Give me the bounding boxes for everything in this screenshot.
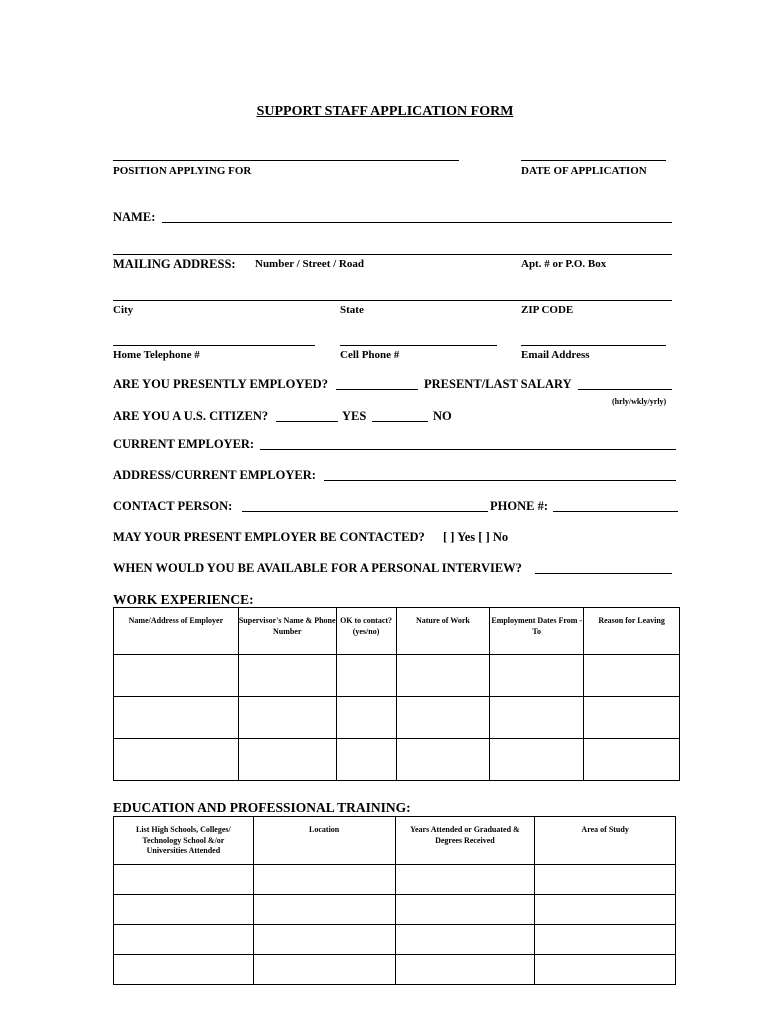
may-contact-options[interactable]: [ ] Yes [ ] No [443,530,509,544]
name-input-line[interactable] [162,222,672,223]
table-row [114,865,676,895]
position-input-line[interactable] [113,160,459,161]
phone-label: PHONE #: [490,499,548,513]
cell-label: Cell Phone # [340,349,400,361]
address-employer-input-line[interactable] [324,480,676,481]
table-cell[interactable] [584,739,680,781]
edu-table [113,816,676,985]
form-title: SUPPORT STAFF APPLICATION FORM [256,104,514,119]
table-cell[interactable] [238,739,336,781]
table-cell[interactable] [396,655,490,697]
edu-header-area: Area of Study [535,817,676,865]
table-cell[interactable] [395,955,535,985]
table-cell[interactable] [114,925,254,955]
table-cell[interactable] [114,739,239,781]
no-label: NO [433,409,452,423]
work-header-employer: Name/Address of Employer [114,608,239,655]
available-input-line[interactable] [535,573,672,574]
may-contact-question: MAY YOUR PRESENT EMPLOYER BE CONTACTED? [113,530,425,544]
mailing-label: MAILING ADDRESS: [113,257,236,271]
table-row [114,895,676,925]
table-cell[interactable] [114,865,254,895]
contact-person-label: CONTACT PERSON: [113,499,233,513]
table-row [114,925,676,955]
table-cell[interactable] [336,655,396,697]
salary-label: PRESENT/LAST SALARY [424,377,572,391]
table-cell[interactable] [584,655,680,697]
work-header-ok-contact: OK to contact? (yes/no) [336,608,396,655]
table-cell[interactable] [535,865,676,895]
home-tel-input-line[interactable] [113,345,315,346]
mailing-input-line[interactable] [113,254,672,255]
phone-input-line[interactable] [553,511,678,512]
work-heading: WORK EXPERIENCE: [113,592,254,607]
available-question: WHEN WOULD YOU BE AVAILABLE FOR A PERSONAL INTERVIEW? [113,561,522,575]
table-cell[interactable] [114,697,239,739]
work-header-nature: Nature of Work [396,608,490,655]
table-cell[interactable] [535,895,676,925]
number-street-label: Number / Street / Road [255,258,364,270]
edu-header-schools: List High Schools, Colleges/ Technology School &/or Universities Attended [114,817,254,865]
position-label: POSITION APPLYING FOR [113,165,252,177]
apt-label: Apt. # or P.O. Box [521,258,607,270]
current-employer-label: CURRENT EMPLOYER: [113,437,255,451]
edu-header-years: Years Attended or Graduated & Degrees Received [395,817,535,865]
home-tel-label: Home Telephone # [113,349,200,361]
table-cell[interactable] [490,739,584,781]
city-label: City [113,304,134,316]
citizen-yes-line[interactable] [276,421,338,422]
table-cell[interactable] [535,955,676,985]
table-cell[interactable] [114,895,254,925]
salary-note: (hrly/wkly/yrly) [612,397,667,406]
work-table [113,607,680,781]
employed-input-line[interactable] [336,389,418,390]
table-cell[interactable] [336,739,396,781]
salary-input-line[interactable] [578,389,672,390]
table-cell[interactable] [238,697,336,739]
state-label: State [340,304,364,316]
table-cell[interactable] [253,865,395,895]
edu-heading: EDUCATION AND PROFESSIONAL TRAINING: [113,800,411,815]
table-cell[interactable] [253,955,395,985]
cell-input-line[interactable] [340,345,497,346]
table-cell[interactable] [490,655,584,697]
table-cell[interactable] [584,697,680,739]
employed-question: ARE YOU PRESENTLY EMPLOYED? [113,377,328,391]
table-row [114,655,680,697]
contact-person-input-line[interactable] [242,511,488,512]
table-cell[interactable] [238,655,336,697]
date-input-line[interactable] [521,160,666,161]
table-row [114,955,676,985]
table-cell[interactable] [336,697,396,739]
address-employer-label: ADDRESS/CURRENT EMPLOYER: [113,468,316,482]
city-state-zip-input-line[interactable] [113,300,672,301]
table-row [114,697,680,739]
table-cell[interactable] [253,895,395,925]
table-row [114,739,680,781]
table-cell[interactable] [114,955,254,985]
citizen-no-line[interactable] [372,421,428,422]
name-label: NAME: [113,210,156,224]
work-header-supervisor: Supervisor's Name & Phone Number [238,608,336,655]
citizen-question: ARE YOU A U.S. CITIZEN? [113,409,269,423]
email-input-line[interactable] [521,345,666,346]
table-cell[interactable] [490,697,584,739]
current-employer-input-line[interactable] [260,449,676,450]
table-cell[interactable] [396,697,490,739]
table-cell[interactable] [535,925,676,955]
date-label: DATE OF APPLICATION [521,165,647,177]
zip-label: ZIP CODE [521,304,574,316]
table-cell[interactable] [395,865,535,895]
table-cell[interactable] [395,925,535,955]
work-header-dates: Employment Dates From - To [490,608,584,655]
table-cell[interactable] [395,895,535,925]
edu-header-location: Location [253,817,395,865]
table-cell[interactable] [114,655,239,697]
yes-label: YES [342,409,367,423]
work-header-reason: Reason for Leaving [584,608,680,655]
email-label: Email Address [521,349,590,361]
table-cell[interactable] [396,739,490,781]
table-cell[interactable] [253,925,395,955]
